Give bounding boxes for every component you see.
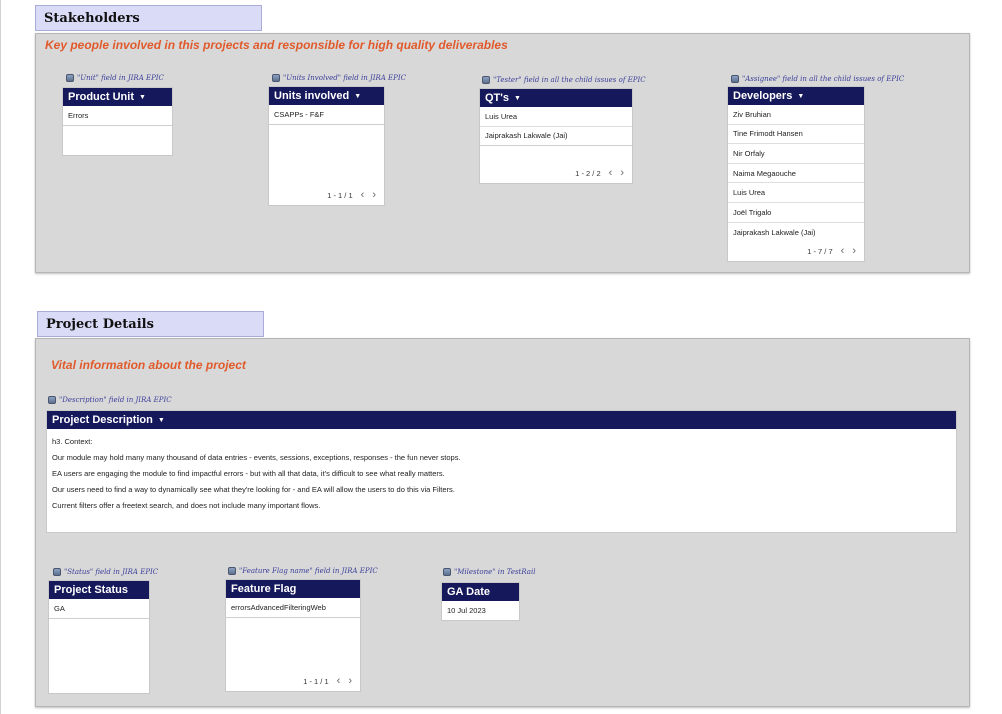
developers-caption	[731, 75, 904, 83]
chevron-left-icon[interactable]: ‹	[336, 675, 341, 687]
list-item: Luis Urea	[480, 107, 632, 127]
chevron-left-icon[interactable]: ‹	[360, 189, 365, 201]
developers-pager	[807, 245, 856, 257]
developers-header-label: Developers	[733, 90, 793, 102]
list-item: Jaiprakash Lakwale (Jai)	[480, 127, 632, 147]
description-caption	[48, 396, 172, 404]
caret-down-icon[interactable]: ▼	[354, 92, 362, 100]
ga-date-widget	[441, 582, 520, 621]
feature-flag-widget	[225, 579, 361, 692]
pager-label: 1 - 1 / 1	[303, 676, 329, 686]
product-unit-caption-text: "Unit" field in JIRA EPIC	[77, 74, 164, 82]
ga-date-header	[442, 583, 519, 601]
developers-header[interactable]	[728, 87, 864, 105]
product-unit-header-label: Product Unit	[68, 91, 134, 103]
product-unit-header[interactable]	[63, 88, 172, 106]
pager-label: 1 - 1 / 1	[327, 190, 353, 200]
list-item: Jaiprakash Lakwale (Jai)	[733, 227, 816, 237]
units-involved-header-label: Units involved	[274, 90, 350, 102]
status-caption	[53, 568, 158, 576]
status-header	[49, 581, 149, 599]
units-involved-caption	[272, 74, 406, 82]
chevron-right-icon[interactable]: ›	[348, 675, 352, 687]
list-item: Nir Orfaly	[728, 144, 864, 164]
status-header-label: Project Status	[54, 584, 128, 596]
description-caption-text: "Description" field in JIRA EPIC	[59, 396, 172, 404]
feature-flag-header	[226, 580, 360, 598]
description-line: h3. Context:	[52, 436, 93, 446]
list-item: 10 Jul 2023	[447, 606, 486, 616]
database-icon	[482, 76, 490, 84]
list-item: Joël Trigalo	[728, 203, 864, 223]
description-header[interactable]	[47, 411, 956, 429]
description-body	[47, 429, 956, 517]
caret-down-icon[interactable]: ▼	[514, 94, 521, 102]
list-item: Luis Urea	[728, 183, 864, 203]
ga-date-header-label: GA Date	[447, 586, 490, 598]
chevron-right-icon[interactable]: ›	[620, 167, 624, 179]
database-icon	[48, 396, 56, 404]
description-line: Our users need to find a way to dynamically see what they're looking for - and EA will allow the users to do this via Filters.	[52, 484, 455, 494]
ga-date-caption	[443, 568, 535, 576]
caret-down-icon[interactable]: ▼	[157, 416, 165, 424]
status-caption-text: "Status" field in JIRA EPIC	[64, 568, 159, 576]
list-item: Tine Frimodt Hansen	[728, 125, 864, 145]
qts-caption	[482, 76, 646, 84]
qts-pager	[575, 167, 624, 179]
database-icon	[731, 75, 739, 83]
pager-label: 1 - 2 / 2	[575, 168, 601, 178]
feature-flag-header-label: Feature Flag	[231, 583, 297, 595]
database-icon	[272, 74, 280, 82]
list-item: CSAPPs - F&F	[269, 105, 384, 125]
database-icon	[443, 568, 451, 576]
database-icon	[228, 567, 236, 575]
units-involved-widget	[268, 86, 385, 206]
list-item: GA	[49, 599, 149, 619]
units-involved-pager	[327, 189, 376, 201]
caret-down-icon[interactable]: ▼	[139, 93, 146, 101]
database-icon	[53, 568, 61, 576]
developers-widget	[727, 86, 865, 262]
description-line: EA users are engaging the module to find impactful errors - but with all that data, it's difficult to see what really matters.	[52, 468, 445, 478]
units-involved-header[interactable]	[269, 87, 384, 105]
description-line: Our module may hold many many thousand of data entries - events, sessions, exceptions, responses - the fun never stops.	[52, 452, 461, 462]
units-involved-caption-text: "Units Involved" field in JIRA EPIC	[283, 74, 406, 82]
feature-flag-pager	[303, 675, 352, 687]
stakeholders-section-title	[35, 5, 262, 31]
chevron-left-icon[interactable]: ‹	[840, 245, 845, 257]
qts-header-label: QT's	[485, 92, 510, 104]
product-unit-widget	[62, 87, 173, 156]
left-rule	[0, 0, 1, 714]
description-header-label: Project Description	[52, 414, 153, 426]
stakeholders-subtitle: Key people involved in this projects and responsible for high quality deliverables	[45, 38, 508, 52]
chevron-right-icon[interactable]: ›	[372, 189, 376, 201]
description-line: Current filters offer a freetext search, and does not include many important flows.	[52, 500, 321, 510]
ga-date-caption-text: "Milestone" in TestRail	[454, 568, 536, 576]
project-details-subtitle: Vital information about the project	[51, 358, 246, 372]
qts-widget	[479, 88, 633, 184]
feature-flag-caption-text: "Feature Flag name" field in JIRA EPIC	[239, 567, 378, 575]
project-details-section-title	[37, 311, 264, 337]
database-icon	[66, 74, 74, 82]
feature-flag-caption	[228, 567, 378, 575]
stakeholders-title: Stakeholders	[44, 10, 140, 26]
list-item: errorsAdvancedFilteringWeb	[226, 598, 360, 618]
list-item: Ziv Bruhian	[728, 105, 864, 125]
project-details-title: Project Details	[46, 316, 154, 332]
status-widget	[48, 580, 150, 694]
pager-label: 1 - 7 / 7	[807, 246, 833, 256]
chevron-left-icon[interactable]: ‹	[608, 167, 613, 179]
qts-caption-text: "Tester" field in all the child issues of EPIC	[493, 76, 646, 84]
developers-caption-text: "Assignee" field in all the child issues of EPIC	[742, 75, 905, 83]
qts-header[interactable]	[480, 89, 632, 107]
list-item: Errors	[63, 106, 172, 126]
chevron-right-icon[interactable]: ›	[852, 245, 856, 257]
caret-down-icon[interactable]: ▼	[797, 92, 805, 100]
description-widget	[46, 410, 957, 533]
list-item: Naima Megaouche	[728, 164, 864, 184]
product-unit-caption	[66, 74, 164, 82]
